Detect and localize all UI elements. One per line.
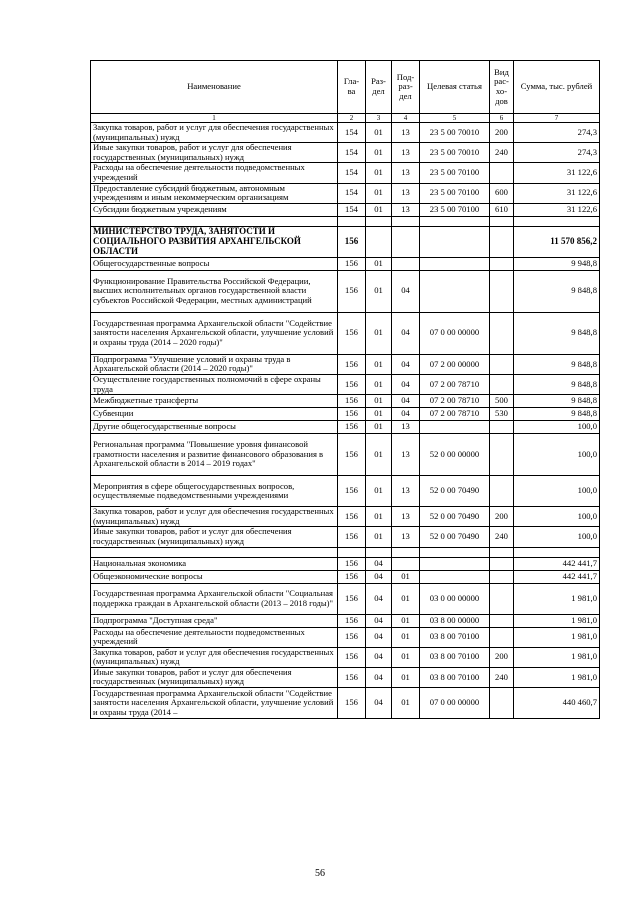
row-expense-type: 500 <box>490 395 514 408</box>
row-name: Общеэкономические вопросы <box>91 570 338 583</box>
row-expense-type: 200 <box>490 123 514 143</box>
row-target: 23 5 00 70100 <box>420 203 490 216</box>
row-target: 03 8 00 00000 <box>420 614 490 627</box>
row-section: 01 <box>366 257 392 270</box>
table-row <box>91 143 600 163</box>
row-target: 03 8 00 70100 <box>420 667 490 687</box>
row-subsection: 04 <box>392 395 420 408</box>
column-number: 3 <box>366 114 392 123</box>
row-chapter: 156 <box>338 570 366 583</box>
row-target: 03 8 00 70100 <box>420 647 490 667</box>
row-name: Другие общегосударственные вопросы <box>91 421 338 434</box>
spacer-cell <box>366 547 392 557</box>
row-name: Подпрограмма "Улучшение условий и охраны труда в Архангельской области (2014 – 2020 годы)" <box>91 354 338 374</box>
row-section: 01 <box>366 143 392 163</box>
row-target <box>420 421 490 434</box>
row-sum: 100,0 <box>514 527 600 547</box>
row-chapter: 156 <box>338 395 366 408</box>
row-name: Региональная программа "Повышение уровня финансовой грамотности населения и развитие финансового образования в Архангельской области в 2014 – 2019 годах" <box>91 434 338 476</box>
row-expense-type <box>490 270 514 312</box>
table-row <box>91 312 600 354</box>
row-subsection: 13 <box>392 527 420 547</box>
row-expense-type <box>490 226 514 257</box>
header-subsection: Под-раз-дел <box>392 61 420 114</box>
table-row <box>91 667 600 687</box>
row-expense-type <box>490 476 514 507</box>
row-sum: 9 848,8 <box>514 312 600 354</box>
row-chapter: 156 <box>338 421 366 434</box>
row-subsection: 01 <box>392 647 420 667</box>
row-subsection: 04 <box>392 270 420 312</box>
row-chapter: 156 <box>338 507 366 527</box>
row-sum: 100,0 <box>514 476 600 507</box>
row-sum: 31 122,6 <box>514 183 600 203</box>
table-row <box>91 647 600 667</box>
row-section: 04 <box>366 688 392 719</box>
row-sum: 274,3 <box>514 143 600 163</box>
spacer-cell <box>338 216 366 226</box>
table-row <box>91 688 600 719</box>
row-name: Закупка товаров, работ и услуг для обеспечения государственных (муниципальных) нужд <box>91 647 338 667</box>
row-expense-type <box>490 354 514 374</box>
table-row <box>91 476 600 507</box>
table-row <box>91 183 600 203</box>
row-target: 23 5 00 70010 <box>420 143 490 163</box>
row-chapter: 156 <box>338 583 366 614</box>
row-sum: 31 122,6 <box>514 203 600 216</box>
row-subsection: 01 <box>392 583 420 614</box>
budget-table <box>90 60 600 719</box>
row-section: 01 <box>366 270 392 312</box>
row-section: 01 <box>366 507 392 527</box>
row-expense-type: 240 <box>490 143 514 163</box>
row-section: 01 <box>366 183 392 203</box>
table-row <box>91 627 600 647</box>
row-subsection: 13 <box>392 183 420 203</box>
table-row <box>91 570 600 583</box>
row-section: 01 <box>366 203 392 216</box>
row-subsection: 01 <box>392 570 420 583</box>
row-subsection: 01 <box>392 614 420 627</box>
row-expense-type <box>490 614 514 627</box>
spacer-cell <box>392 216 420 226</box>
row-sum: 1 981,0 <box>514 614 600 627</box>
page-number: 56 <box>315 868 325 879</box>
row-section: 01 <box>366 374 392 394</box>
row-target <box>420 257 490 270</box>
spacer-row <box>91 216 600 226</box>
row-chapter: 156 <box>338 527 366 547</box>
table-row <box>91 421 600 434</box>
row-expense-type <box>490 627 514 647</box>
row-expense-type <box>490 434 514 476</box>
row-section: 01 <box>366 312 392 354</box>
spacer-cell <box>514 216 600 226</box>
spacer-cell <box>420 547 490 557</box>
table-row <box>91 408 600 421</box>
row-name: Иные закупки товаров, работ и услуг для обеспечения государственных (муниципальных) нужд <box>91 527 338 547</box>
row-sum: 1 981,0 <box>514 583 600 614</box>
row-expense-type <box>490 583 514 614</box>
row-chapter: 156 <box>338 226 366 257</box>
row-chapter: 156 <box>338 688 366 719</box>
header-target: Целевая статья <box>420 61 490 114</box>
row-sum: 1 981,0 <box>514 627 600 647</box>
row-sum: 9 848,8 <box>514 354 600 374</box>
row-expense-type <box>490 688 514 719</box>
table-row <box>91 374 600 394</box>
row-name: Межбюджетные трансферты <box>91 395 338 408</box>
row-target: 07 2 00 78710 <box>420 395 490 408</box>
row-name: Подпрограмма "Доступная среда" <box>91 614 338 627</box>
column-number: 4 <box>392 114 420 123</box>
row-name: Государственная программа Архангельской области "Содействие занятости населения Архангельской области, улучшение условий и охраны труда (2014 – 2020 годы)" <box>91 312 338 354</box>
spacer-cell <box>366 216 392 226</box>
table-header <box>91 61 600 123</box>
column-number: 2 <box>338 114 366 123</box>
row-chapter: 156 <box>338 257 366 270</box>
row-name: Иные закупки товаров, работ и услуг для обеспечения государственных (муниципальных) нужд <box>91 667 338 687</box>
table-row <box>91 163 600 183</box>
row-chapter: 156 <box>338 408 366 421</box>
row-expense-type <box>490 163 514 183</box>
column-number: 7 <box>514 114 600 123</box>
row-sum: 9 848,8 <box>514 374 600 394</box>
row-section: 01 <box>366 163 392 183</box>
table-row <box>91 354 600 374</box>
row-sum: 442 441,7 <box>514 557 600 570</box>
table-row <box>91 614 600 627</box>
row-expense-type <box>490 421 514 434</box>
row-name: Расходы на обеспечение деятельности подведомственных учреждений <box>91 163 338 183</box>
row-subsection: 04 <box>392 312 420 354</box>
header-name: Наименование <box>91 61 338 114</box>
row-sum: 31 122,6 <box>514 163 600 183</box>
row-subsection: 04 <box>392 374 420 394</box>
row-name: Государственная программа Архангельской области "Социальная поддержка граждан в Архангельской области (2013 – 2018 годы)" <box>91 583 338 614</box>
row-target <box>420 570 490 583</box>
row-expense-type: 600 <box>490 183 514 203</box>
row-target: 52 0 00 70490 <box>420 527 490 547</box>
row-subsection: 04 <box>392 408 420 421</box>
row-name: Закупка товаров, работ и услуг для обеспечения государственных (муниципальных) нужд <box>91 507 338 527</box>
row-expense-type: 240 <box>490 527 514 547</box>
row-chapter: 156 <box>338 627 366 647</box>
row-subsection: 13 <box>392 434 420 476</box>
row-subsection <box>392 226 420 257</box>
row-target: 03 8 00 70100 <box>420 627 490 647</box>
row-name: Общегосударственные вопросы <box>91 257 338 270</box>
row-name: Осуществление государственных полномочий в сфере охраны труда <box>91 374 338 394</box>
spacer-cell <box>91 547 338 557</box>
row-subsection: 01 <box>392 688 420 719</box>
table-row <box>91 557 600 570</box>
column-number: 5 <box>420 114 490 123</box>
spacer-cell <box>490 216 514 226</box>
row-target: 03 0 00 00000 <box>420 583 490 614</box>
spacer-cell <box>490 547 514 557</box>
row-target: 07 2 00 00000 <box>420 354 490 374</box>
row-subsection: 13 <box>392 123 420 143</box>
table-row <box>91 257 600 270</box>
row-expense-type: 610 <box>490 203 514 216</box>
row-sum: 1 981,0 <box>514 647 600 667</box>
row-name: Мероприятия в сфере общегосударственных вопросов, осуществляемые подведомственными учреждениями <box>91 476 338 507</box>
row-section <box>366 226 392 257</box>
row-target <box>420 270 490 312</box>
row-section: 04 <box>366 557 392 570</box>
row-name: Функционирование Правительства Российской Федерации, высших исполнительных органов государственной власти субъектов Российской Федерации, местных администраций <box>91 270 338 312</box>
row-subsection: 13 <box>392 507 420 527</box>
row-chapter: 154 <box>338 123 366 143</box>
row-sum: 274,3 <box>514 123 600 143</box>
row-target: 23 5 00 70010 <box>420 123 490 143</box>
table-row <box>91 527 600 547</box>
row-subsection: 13 <box>392 476 420 507</box>
row-section: 04 <box>366 647 392 667</box>
row-subsection <box>392 257 420 270</box>
row-chapter: 154 <box>338 203 366 216</box>
row-section: 01 <box>366 421 392 434</box>
row-target: 07 0 00 00000 <box>420 688 490 719</box>
row-section: 04 <box>366 614 392 627</box>
row-chapter: 156 <box>338 476 366 507</box>
row-section: 01 <box>366 408 392 421</box>
spacer-cell <box>420 216 490 226</box>
row-sum: 9 848,8 <box>514 408 600 421</box>
row-chapter: 154 <box>338 183 366 203</box>
spacer-cell <box>514 547 600 557</box>
header-chapter: Гла-ва <box>338 61 366 114</box>
table-row <box>91 203 600 216</box>
row-target: 52 0 00 00000 <box>420 434 490 476</box>
row-sum: 440 460,7 <box>514 688 600 719</box>
spacer-cell <box>392 547 420 557</box>
spacer-cell <box>338 547 366 557</box>
row-subsection: 01 <box>392 627 420 647</box>
row-target: 07 0 00 00000 <box>420 312 490 354</box>
row-sum: 9 848,8 <box>514 270 600 312</box>
row-sum: 9 848,8 <box>514 395 600 408</box>
row-sum: 100,0 <box>514 421 600 434</box>
row-target: 23 5 00 70100 <box>420 163 490 183</box>
row-subsection <box>392 557 420 570</box>
row-target <box>420 226 490 257</box>
table-row <box>91 395 600 408</box>
row-sum: 100,0 <box>514 434 600 476</box>
row-sum: 1 981,0 <box>514 667 600 687</box>
row-section: 01 <box>366 395 392 408</box>
row-name: Государственная программа Архангельской области "Содействие занятости населения Архангельской области, улучшение условий и охраны труда (2014 – <box>91 688 338 719</box>
row-subsection: 13 <box>392 163 420 183</box>
table-row <box>91 434 600 476</box>
row-target <box>420 557 490 570</box>
row-subsection: 01 <box>392 667 420 687</box>
row-sum: 11 570 856,2 <box>514 226 600 257</box>
row-section: 04 <box>366 583 392 614</box>
row-name: Иные закупки товаров, работ и услуг для обеспечения государственных (муниципальных) нужд <box>91 143 338 163</box>
row-section: 01 <box>366 354 392 374</box>
row-section: 04 <box>366 667 392 687</box>
row-expense-type <box>490 257 514 270</box>
row-expense-type: 530 <box>490 408 514 421</box>
row-chapter: 156 <box>338 354 366 374</box>
header-expense-type: Вид рас-хо-дов <box>490 61 514 114</box>
table-row <box>91 270 600 312</box>
row-subsection: 04 <box>392 354 420 374</box>
row-chapter: 156 <box>338 312 366 354</box>
row-expense-type <box>490 374 514 394</box>
row-name: Национальная экономика <box>91 557 338 570</box>
row-chapter: 154 <box>338 163 366 183</box>
row-name: МИНИСТЕРСТВО ТРУДА, ЗАНЯТОСТИ И СОЦИАЛЬНОГО РАЗВИТИЯ АРХАНГЕЛЬСКОЙ ОБЛАСТИ <box>91 226 338 257</box>
row-chapter: 156 <box>338 557 366 570</box>
row-section: 01 <box>366 434 392 476</box>
row-sum: 100,0 <box>514 507 600 527</box>
row-section: 04 <box>366 627 392 647</box>
table-row <box>91 507 600 527</box>
table-row <box>91 123 600 143</box>
row-section: 04 <box>366 570 392 583</box>
row-chapter: 156 <box>338 647 366 667</box>
row-chapter: 156 <box>338 374 366 394</box>
row-subsection: 13 <box>392 203 420 216</box>
row-target: 52 0 00 70490 <box>420 507 490 527</box>
row-subsection: 13 <box>392 421 420 434</box>
row-name: Субсидии бюджетным учреждениям <box>91 203 338 216</box>
table-row <box>91 583 600 614</box>
row-name: Расходы на обеспечение деятельности подведомственных учреждений <box>91 627 338 647</box>
row-name: Субвенции <box>91 408 338 421</box>
row-expense-type <box>490 312 514 354</box>
table-body <box>91 123 600 719</box>
row-sum: 442 441,7 <box>514 570 600 583</box>
column-number: 1 <box>91 114 338 123</box>
row-section: 01 <box>366 527 392 547</box>
header-sum: Сумма, тыс. рублей <box>514 61 600 114</box>
row-chapter: 156 <box>338 614 366 627</box>
row-chapter: 156 <box>338 667 366 687</box>
row-expense-type <box>490 557 514 570</box>
row-section: 01 <box>366 476 392 507</box>
row-chapter: 156 <box>338 434 366 476</box>
row-target: 52 0 00 70490 <box>420 476 490 507</box>
row-chapter: 154 <box>338 143 366 163</box>
row-expense-type: 200 <box>490 507 514 527</box>
row-target: 23 5 00 70100 <box>420 183 490 203</box>
row-chapter: 156 <box>338 270 366 312</box>
row-target: 07 2 00 78710 <box>420 374 490 394</box>
row-name: Предоставление субсидий бюджетным, автономным учреждениям и иным некоммерческим организациям <box>91 183 338 203</box>
column-number: 6 <box>490 114 514 123</box>
row-expense-type: 240 <box>490 667 514 687</box>
spacer-cell <box>91 216 338 226</box>
header-section: Раз-дел <box>366 61 392 114</box>
table-row <box>91 226 600 257</box>
row-section: 01 <box>366 123 392 143</box>
row-target: 07 2 00 78710 <box>420 408 490 421</box>
row-subsection: 13 <box>392 143 420 163</box>
row-sum: 9 948,8 <box>514 257 600 270</box>
row-expense-type: 200 <box>490 647 514 667</box>
row-name: Закупка товаров, работ и услуг для обеспечения государственных (муниципальных) нужд <box>91 123 338 143</box>
spacer-row <box>91 547 600 557</box>
row-expense-type <box>490 570 514 583</box>
